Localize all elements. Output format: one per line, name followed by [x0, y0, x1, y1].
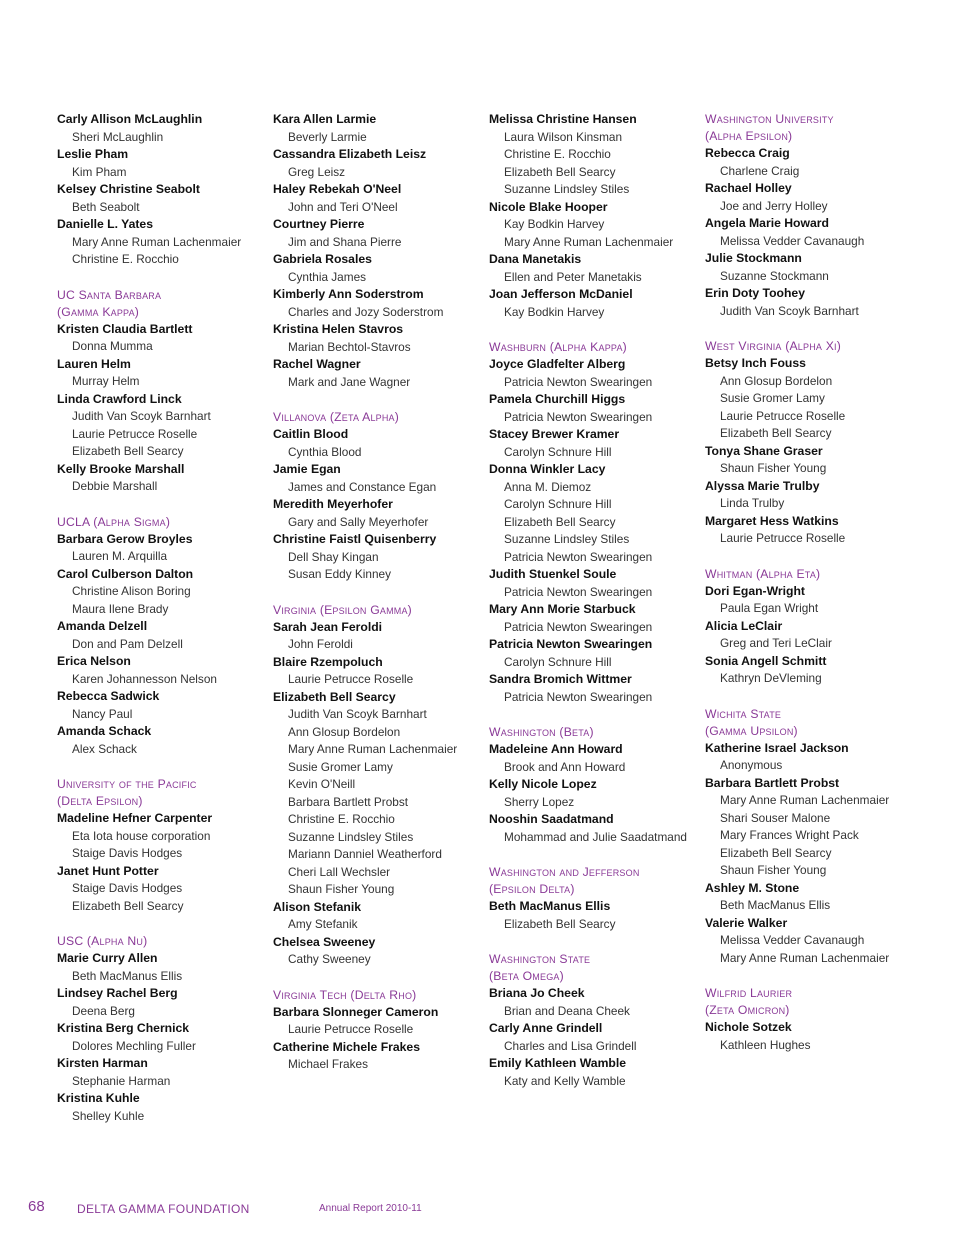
honoree-name: Jamie Egan	[273, 462, 341, 476]
honoree-name: Melissa Christine Hansen	[489, 112, 637, 126]
chapter-heading: Washington State	[489, 952, 591, 966]
honoree-name: Rebecca Craig	[705, 146, 790, 160]
chapter-heading: (Alpha Epsilon)	[705, 129, 793, 143]
donor-name: Nancy Paul	[72, 706, 133, 721]
honoree-name: Mary Ann Morie Starbuck	[489, 602, 636, 616]
donor-name: Greg and Teri LeClair	[720, 636, 832, 650]
donor-name: Mary Anne Ruman Lachenmaier	[72, 234, 242, 249]
donor-name: Donna Mumma	[72, 339, 153, 353]
chapter-heading: (Gamma Upsilon)	[705, 723, 798, 738]
donor-name: Carolyn Schnure Hill	[504, 444, 612, 459]
honoree-name: Marie Curry Allen	[57, 951, 158, 965]
honoree-name: Alicia LeClair	[705, 618, 783, 633]
honoree-name: Carol Culberson Dalton	[57, 566, 194, 581]
donor-name: Joe and Jerry Holley	[720, 198, 828, 213]
donor-name: Beth Seabolt	[72, 199, 140, 214]
donor-name: Judith Van Scoyk Barnhart	[288, 707, 427, 721]
honoree-name: Alyssa Marie Trulby	[705, 478, 820, 493]
donor-name: Dell Shay Kingan	[288, 549, 379, 564]
donor-name: Christine Alison Boring	[72, 584, 191, 598]
honoree-name: Amanda Delzell	[57, 619, 148, 633]
donor-name: Suzanne Lindsley Stiles	[504, 532, 630, 546]
honoree-name: Sarah Jean Feroldi	[273, 619, 383, 634]
donor-name: Carolyn Schnure Hill	[504, 654, 612, 669]
chapter-heading: Washington University	[705, 112, 834, 126]
donor-name: Cynthia James	[288, 269, 367, 284]
donor-name: Shaun Fisher Young	[288, 882, 395, 896]
donor-name: Patricia Newton Swearingen	[504, 549, 653, 564]
donor-name: Patricia Newton Swearingen	[504, 619, 653, 634]
donor-name: Elizabeth Bell Searcy	[504, 916, 616, 931]
honoree-name: Alison Stefanik	[273, 899, 362, 914]
donor-name: John and Teri O'Neel	[288, 199, 398, 214]
page-number: 68	[28, 1198, 45, 1215]
donor-name: Beth MacManus Ellis	[72, 968, 183, 983]
chapter-heading: (Zeta Omicron)	[705, 1003, 790, 1017]
donor-name: Eta Iota house corporation	[72, 828, 211, 843]
honoree-name: Barbara Gerow Broyles	[57, 531, 193, 546]
donor-name: Shari Souser Malone	[720, 810, 831, 825]
honoree-name: Sonia Angell Schmitt	[705, 653, 827, 668]
honoree-name: Kara Allen Larmie	[273, 112, 377, 126]
honoree-name: Chelsea Sweeney	[273, 934, 376, 949]
donor-name: Mary Anne Ruman Lachenmaier	[720, 950, 890, 965]
honoree-name: Joyce Gladfelter Alberg	[489, 357, 626, 371]
honoree-name: Madeleine Ann Howard	[489, 742, 623, 756]
donor-name: Beth MacManus Ellis	[720, 898, 831, 912]
donor-name: Don and Pam Delzell	[72, 636, 183, 651]
donor-name: John Feroldi	[288, 637, 353, 651]
donor-name: Suzanne Lindsley Stiles	[504, 182, 630, 196]
donor-name: Lauren M. Arquilla	[72, 549, 168, 563]
chapter-heading: Virginia Tech (Delta Rho)	[273, 987, 417, 1002]
chapter-heading: USC (Alpha Nu)	[57, 934, 148, 948]
honoree-name: Beth MacManus Ellis	[489, 899, 611, 913]
chapter-heading: (Gamma Kappa)	[57, 304, 140, 319]
honoree-name: Haley Rebekah O'Neel	[273, 182, 402, 196]
honoree-name: Kimberly Ann Soderstrom	[273, 287, 424, 301]
donor-name: James and Constance Egan	[288, 479, 437, 494]
donor-name: Linda Trulby	[720, 496, 785, 510]
chapter-heading: (Epsilon Delta)	[489, 882, 575, 896]
chapter-heading: UCLA (Alpha Sigma)	[57, 514, 171, 529]
donor-name: Laurie Petrucce Roselle	[72, 426, 198, 441]
honoree-name: Stacey Brewer Kramer	[489, 427, 620, 441]
honoree-name: Kirsten Harman	[57, 1056, 148, 1070]
honoree-name: Pamela Churchill Higgs	[489, 392, 626, 406]
honoree-name: Courtney Pierre	[273, 217, 365, 231]
donor-name: Elizabeth Bell Searcy	[504, 164, 616, 179]
honoree-name: Carly Anne Grindell	[489, 1021, 603, 1035]
honoree-name: Amanda Schack	[57, 724, 152, 738]
honoree-name: Kristina Helen Stavros	[273, 322, 404, 336]
donor-name: Mary Anne Ruman Lachenmaier	[504, 234, 674, 249]
donor-name: Mary Frances Wright Pack	[720, 828, 859, 842]
donor-name: Paula Egan Wright	[720, 601, 819, 615]
donor-name: Patricia Newton Swearingen	[504, 374, 653, 389]
donor-name: Katy and Kelly Wamble	[504, 1073, 626, 1088]
honoree-name: Tonya Shane Graser	[705, 443, 823, 458]
honoree-name: Meredith Meyerhofer	[273, 497, 393, 511]
honoree-name: Betsy Inch Fouss	[705, 356, 806, 370]
honoree-name: Patricia Newton Swearingen	[489, 637, 653, 651]
honoree-name: Dori Egan-Wright	[705, 583, 805, 598]
donor-name: Patricia Newton Swearingen	[504, 584, 653, 599]
honoree-name: Carly Allison McLaughlin	[57, 112, 203, 126]
donor-name: Staige Davis Hodges	[72, 846, 183, 860]
donor-name: Elizabeth Bell Searcy	[72, 898, 184, 913]
chapter-heading: Virginia (Epsilon Gamma)	[273, 602, 412, 617]
donor-name: Karen Johannesson Nelson	[72, 671, 217, 686]
donor-name: Laurie Petrucce Roselle	[288, 1022, 414, 1036]
chapter-heading: Washington and Jefferson	[489, 865, 640, 879]
donor-name: Kevin O'Neill	[288, 777, 356, 791]
donor-name: Elizabeth Bell Searcy	[720, 845, 832, 860]
donor-name: Mark and Jane Wagner	[288, 374, 411, 389]
donor-name: Staige Davis Hodges	[72, 881, 183, 895]
donor-name: Sheri McLaughlin	[72, 129, 164, 144]
chapter-heading: UC Santa Barbara	[57, 287, 162, 302]
donor-name: Patricia Newton Swearingen	[504, 409, 653, 424]
donor-name: Elizabeth Bell Searcy	[504, 514, 616, 529]
honoree-name: Blaire Rzempoluch	[273, 654, 383, 669]
honoree-name: Rachael Holley	[705, 181, 792, 195]
chapter-heading: Whitman (Alpha Eta)	[705, 566, 821, 581]
donor-name: Brian and Deana Cheek	[504, 1003, 630, 1018]
donor-name: Maura Ilene Brady	[72, 601, 169, 616]
honoree-name: Erin Doty Toohey	[705, 286, 805, 300]
honoree-name: Angela Marie Howard	[705, 216, 829, 230]
donor-name: Shaun Fisher Young	[720, 461, 827, 475]
honoree-name: Kristina Berg Chernick	[57, 1021, 190, 1035]
honoree-name: Margaret Hess Watkins	[705, 513, 839, 528]
donor-name: Michael Frakes	[288, 1057, 368, 1071]
donor-name: Kathleen Hughes	[720, 1037, 811, 1052]
chapter-heading: University of the Pacific	[57, 777, 197, 791]
honoree-name: Barbara Bartlett Probst	[705, 775, 840, 790]
organization-name: DELTA GAMMA FOUNDATION	[77, 1202, 250, 1216]
donor-name: Laurie Petrucce Roselle	[720, 531, 846, 545]
chapter-heading: (Delta Epsilon)	[57, 794, 143, 808]
honoree-name: Kristen Claudia Bartlett	[57, 321, 193, 336]
chapter-heading: Villanova (Zeta Alpha)	[273, 410, 400, 424]
page-footer	[28, 1198, 628, 1220]
honoree-name: Gabriela Rosales	[273, 252, 372, 266]
donor-name: Mary Anne Ruman Lachenmaier	[288, 742, 458, 756]
honoree-name: Katherine Israel Jackson	[705, 740, 849, 755]
honoree-name: Nichole Sotzek	[705, 1020, 792, 1034]
donor-name: Suzanne Stockmann	[720, 268, 829, 283]
chapter-heading: Washington (Beta)	[489, 725, 594, 739]
donor-name: Mariann Danniel Weatherford	[288, 847, 442, 861]
donor-name: Christine E. Rocchio	[288, 812, 395, 826]
donor-name: Patricia Newton Swearingen	[504, 689, 653, 704]
donor-name: Susie Gromer Lamy	[720, 391, 825, 405]
honoree-name: Donna Winkler Lacy	[489, 462, 606, 476]
donor-name: Gary and Sally Meyerhofer	[288, 514, 429, 529]
honoree-name: Dana Manetakis	[489, 252, 582, 266]
honoree-name: Lindsey Rachel Berg	[57, 986, 178, 1000]
donor-name: Cynthia Blood	[288, 444, 362, 459]
honoree-name: Danielle L. Yates	[57, 217, 153, 231]
chapter-heading: Wilfrid Laurier	[705, 986, 793, 1000]
donor-name: Charlene Craig	[720, 163, 800, 178]
donor-name: Susan Eddy Kinney	[288, 567, 391, 581]
honoree-name: Ashley M. Stone	[705, 880, 800, 895]
donor-name: Cheri Lall Wechsler	[288, 864, 391, 879]
donor-name: Alex Schack	[72, 741, 137, 756]
donor-name: Mary Anne Ruman Lachenmaier	[720, 793, 890, 807]
donor-name: Ann Glosup Bordelon	[288, 724, 401, 739]
donor-name: Melissa Vedder Cavanaugh	[720, 933, 865, 947]
honoree-name: Joan Jefferson McDaniel	[489, 287, 633, 301]
donor-name: Charles and Jozy Soderstrom	[288, 304, 444, 319]
honoree-name: Linda Crawford Linck	[57, 391, 182, 406]
donor-name: Laura Wilson Kinsman	[504, 129, 623, 144]
honoree-name: Julie Stockmann	[705, 251, 802, 265]
donor-name: Anonymous	[720, 758, 783, 772]
honoree-name: Lauren Helm	[57, 356, 131, 371]
donor-name: Deena Berg	[72, 1003, 135, 1018]
donor-name: Dolores Mechling Fuller	[72, 1038, 196, 1053]
honoree-name: Kristina Kuhle	[57, 1091, 140, 1105]
donor-name: Stephanie Harman	[72, 1073, 171, 1088]
chapter-heading: West Virginia (Alpha Xi)	[705, 339, 841, 353]
honoree-name: Kelly Brooke Marshall	[57, 461, 185, 476]
chapter-heading: Wichita State	[705, 706, 782, 721]
donor-name: Christine E. Rocchio	[72, 252, 179, 266]
honoree-name: Catherine Michele Frakes	[273, 1039, 420, 1054]
donor-name: Barbara Bartlett Probst	[288, 794, 408, 809]
donor-name: Greg Leisz	[288, 164, 346, 179]
donor-name: Susie Gromer Lamy	[288, 759, 393, 774]
honoree-name: Nicole Blake Hooper	[489, 199, 608, 214]
honoree-name: Janet Hunt Potter	[57, 863, 159, 878]
donor-name: Charles and Lisa Grindell	[504, 1038, 637, 1053]
honoree-name: Rebecca Sadwick	[57, 689, 160, 703]
donor-name: Kathryn DeVleming	[720, 671, 822, 685]
donor-name: Judith Van Scoyk Barnhart	[720, 303, 859, 318]
donor-name: Kay Bodkin Harvey	[504, 304, 605, 319]
donor-name: Suzanne Lindsley Stiles	[288, 829, 414, 844]
column-4	[705, 111, 915, 1054]
donor-name: Anna M. Diemoz	[504, 479, 592, 494]
honoree-name: Cassandra Elizabeth Leisz	[273, 147, 427, 161]
donor-name: Shaun Fisher Young	[720, 863, 827, 877]
donor-name: Sherry Lopez	[504, 794, 575, 809]
donor-name: Beverly Larmie	[288, 129, 367, 144]
column-2	[273, 111, 483, 1074]
honoree-name: Judith Stuenkel Soule	[489, 567, 617, 581]
donor-name: Christine E. Rocchio	[504, 147, 611, 161]
report-title: Annual Report 2010-11	[319, 1203, 422, 1214]
honoree-name: Kelsey Christine Seabolt	[57, 182, 200, 196]
donor-name: Cathy Sweeney	[288, 952, 371, 966]
donor-name: Laurie Petrucce Roselle	[288, 672, 414, 686]
donor-name: Elizabeth Bell Searcy	[72, 444, 184, 458]
honoree-name: Briana Jo Cheek	[489, 986, 585, 1000]
honoree-name: Madeline Hefner Carpenter	[57, 811, 213, 825]
honoree-name: Rachel Wagner	[273, 357, 361, 371]
honoree-name: Christine Faistl Quisenberry	[273, 532, 437, 546]
donor-name: Marian Bechtol-Stavros	[288, 339, 411, 354]
donor-name: Jim and Shana Pierre	[288, 234, 402, 249]
honoree-name: Barbara Slonneger Cameron	[273, 1004, 439, 1019]
column-1	[57, 111, 267, 1125]
donor-name: Elizabeth Bell Searcy	[720, 426, 832, 440]
donor-name: Melissa Vedder Cavanaugh	[720, 233, 865, 248]
honoree-name: Valerie Walker	[705, 915, 788, 930]
column-3	[489, 111, 699, 1090]
donor-name: Kay Bodkin Harvey	[504, 217, 605, 231]
donor-name: Murray Helm	[72, 374, 140, 388]
donor-name: Shelley Kuhle	[72, 1108, 145, 1123]
donor-name: Mohammad and Julie Saadatmand	[504, 829, 687, 844]
honoree-name: Emily Kathleen Wamble	[489, 1056, 627, 1070]
donor-name: Debbie Marshall	[72, 479, 158, 493]
donor-name: Carolyn Schnure Hill	[504, 497, 612, 511]
donor-name: Brook and Ann Howard	[504, 759, 626, 774]
donor-name: Kim Pham	[72, 164, 127, 179]
honoree-name: Leslie Pham	[57, 147, 129, 161]
honoree-name: Caitlin Blood	[273, 427, 349, 441]
donor-name: Ellen and Peter Manetakis	[504, 269, 642, 284]
chapter-heading: Washburn (Alpha Kappa)	[489, 340, 627, 354]
honoree-name: Sandra Bromich Wittmer	[489, 672, 632, 686]
donor-name: Amy Stefanik	[288, 917, 358, 931]
honoree-name: Erica Nelson	[57, 654, 131, 668]
honoree-name: Kelly Nicole Lopez	[489, 777, 597, 791]
donor-name: Judith Van Scoyk Barnhart	[72, 409, 211, 423]
honoree-name: Nooshin Saadatmand	[489, 812, 614, 826]
chapter-heading: (Beta Omega)	[489, 969, 564, 983]
honoree-name: Elizabeth Bell Searcy	[273, 689, 396, 704]
donor-name: Ann Glosup Bordelon	[720, 373, 833, 388]
donor-name: Laurie Petrucce Roselle	[720, 408, 846, 423]
